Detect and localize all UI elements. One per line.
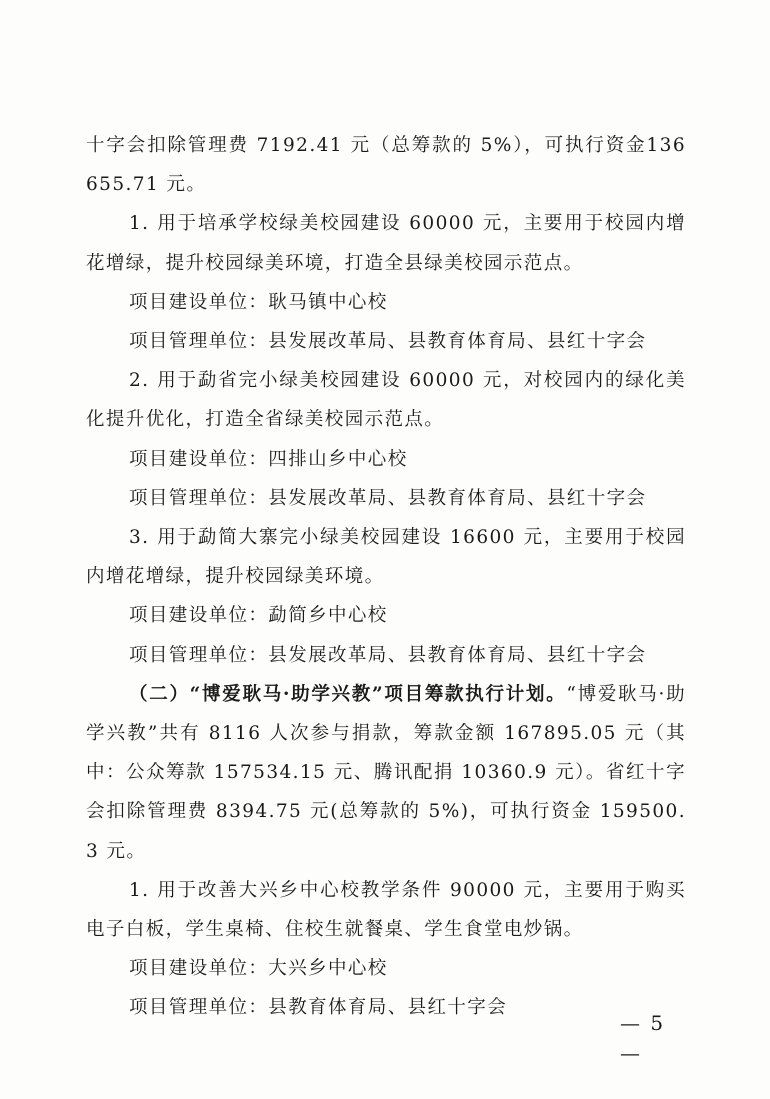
paragraph-construction-unit: 项目建设单位：勐简乡中心校 (129, 605, 388, 627)
paragraph-management-unit: 项目管理单位：县发展改革局、县教育体育局、县红十字会 (129, 644, 647, 666)
paragraph-item-2-mengsheng: 2. 用于勐省完小绿美校园建设 60000 元，对校园内的绿化美化提升优化，打造全省绿美校园示范点。 (86, 370, 686, 431)
paragraph-item-1-daxing: 1. 用于改善大兴乡中心校教学条件 90000 元，主要用于购买电子白板，学生桌椅、住校生就餐桌、学生食堂电炒锅。 (86, 879, 686, 941)
paragraph-management-unit: 项目管理单位：县教育体育局、县红十字会 (129, 997, 508, 1019)
paragraph-item-1-peicheng: 1. 用于培承学校绿美校园建设 60000 元，主要用于校园内增花增绿，提升校园绿美环境，打造全县绿美校园示范点。 (86, 213, 686, 274)
paragraph-construction-unit: 项目建设单位：耿马镇中心校 (129, 291, 388, 313)
section-2-heading: （二）“博爱耿马·助学兴教”项目筹款执行计划。 (129, 683, 567, 705)
section-2-body: “博爱耿马·助学兴教”共有 8116 人次参与捐款，筹款金额 167895.05 元（其中：公众筹款 157534.15 元、腾讯配捐 10360.9 元）。省红十字会扣除管理费 8394.75 元(总筹款的 5%)，可执行资金 159500.3 元。 (86, 683, 686, 862)
paragraph-construction-unit: 项目建设单位：四排山乡中心校 (129, 448, 408, 470)
page-number: — 5 — (620, 1011, 666, 1065)
document-body (86, 126, 686, 1028)
paragraph-section-2 (86, 675, 686, 871)
paragraph-item-3-mengjian: 3. 用于勐简大寨完小绿美校园建设 16600 元，主要用于校园内增花增绿，提升校园绿美环境。 (86, 527, 686, 588)
paragraph-construction-unit: 项目建设单位：大兴乡中心校 (129, 958, 388, 980)
paragraph-fund-summary: 十字会扣除管理费 7192.41 元（总筹款的 5%），可执行资金136655.71 元。 (86, 135, 686, 196)
paragraph-management-unit: 项目管理单位：县发展改革局、县教育体育局、县红十字会 (129, 487, 647, 509)
paragraph-management-unit: 项目管理单位：县发展改革局、县教育体育局、县红十字会 (129, 331, 647, 353)
